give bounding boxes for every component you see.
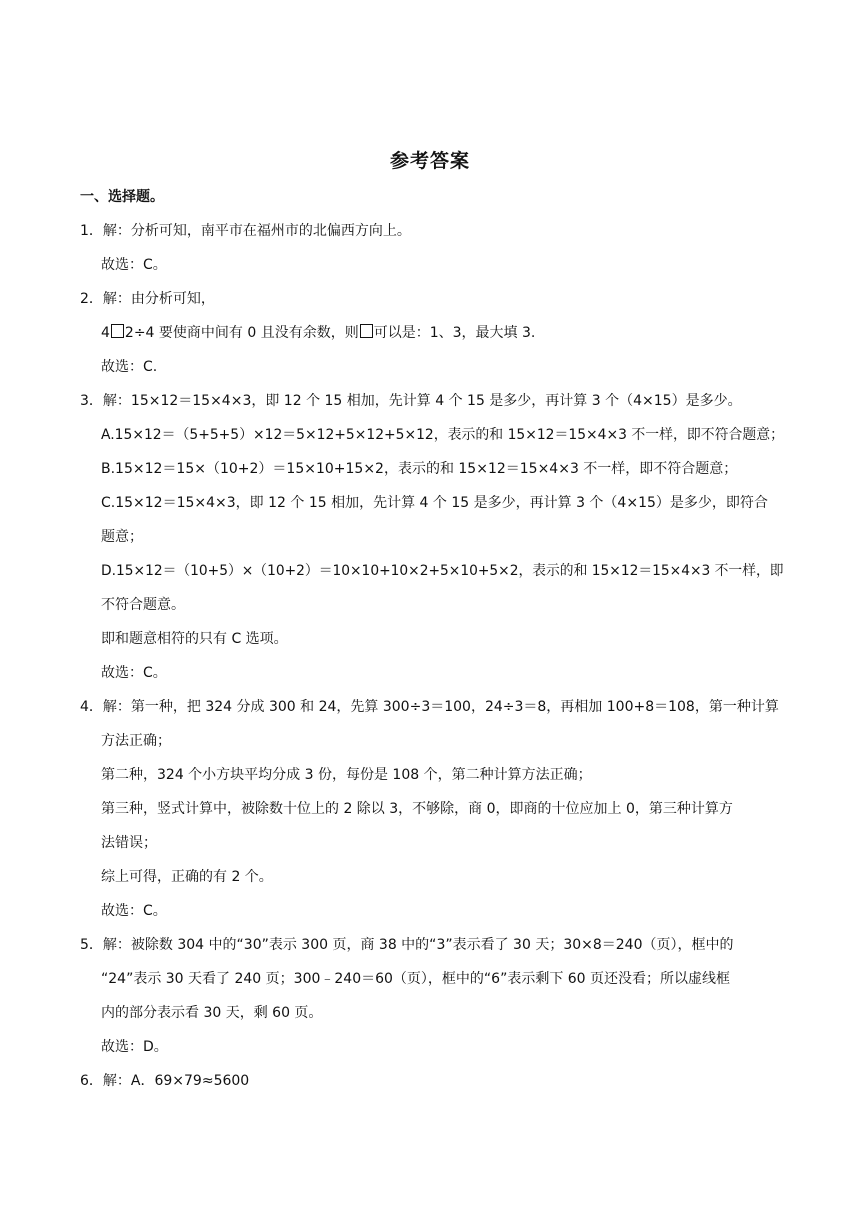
q3-answer: 故选：C。 bbox=[101, 665, 167, 681]
q4-line-5: 法错误； bbox=[101, 835, 157, 851]
q4-answer: 故选：C。 bbox=[101, 903, 167, 919]
q3-summary: 即和题意相符的只有 C 选项。 bbox=[101, 631, 288, 647]
q4-line-3: 第二种，324 个小方块平均分成 3 份，每份是 108 个，第二种计算方法正确； bbox=[101, 767, 592, 783]
q6-solution: 6．解：A．69×79≈5600 bbox=[80, 1073, 250, 1089]
q4-summary: 综上可得，正确的有 2 个。 bbox=[101, 869, 273, 885]
q4-solution: 4．解：第一种，把 324 分成 300 和 24，先算 300÷3＝100，24÷3＝8，再相加 100+8＝108，第一种计算 bbox=[80, 699, 779, 715]
blank-box-icon bbox=[111, 324, 124, 338]
q3-option-d: D.15×12＝（10+5）×（10+2）＝10×10+10×2+5×10+5×2，表示的和 15×12＝15×4×3 不一样，即 bbox=[101, 563, 784, 579]
q1-answer: 故选：C。 bbox=[101, 257, 167, 273]
q3-option-c-cont: 题意； bbox=[101, 529, 143, 545]
q5-answer: 故选：D。 bbox=[101, 1039, 168, 1055]
q2-explanation bbox=[101, 323, 535, 343]
q5-solution: 5．解：被除数 304 中的“30”表示 300 页，商 38 中的“3”表示看了 30 天；30×8＝240（页），框中的 bbox=[80, 937, 734, 953]
q3-option-c: C.15×12＝15×4×3，即 12 个 15 相加，先计算 4 个 15 是多少，再计算 3 个（4×15）是多少，即符合 bbox=[101, 495, 768, 511]
q4-line-4: 第三种，竖式计算中，被除数十位上的 2 除以 3，不够除，商 0，即商的十位应加上 0，第三种计算方 bbox=[101, 801, 733, 817]
q2-answer: 故选：C. bbox=[101, 359, 158, 375]
q5-line-3: 内的部分表示看 30 天，剩 60 页。 bbox=[101, 1005, 323, 1021]
page-title: 参考答案 bbox=[389, 150, 470, 172]
q3-option-a: A.15×12＝（5+5+5）×12＝5×12+5×12+5×12，表示的和 15×12＝15×4×3 不一样，即不符合题意； bbox=[101, 427, 785, 443]
q2-text-c: 可以是：1、3，最大填 3. bbox=[373, 325, 536, 341]
q2-text-a: 4 bbox=[101, 325, 110, 341]
q5-line-2: “24”表示 30 天看了 240 页；300﹣240＝60（页），框中的“6”表示剩下 60 页还没看；所以虚线框 bbox=[101, 971, 731, 987]
q2-solution: 2．解：由分析可知， bbox=[80, 291, 215, 307]
q1-solution: 1．解：分析可知，南平市在福州市的北偏西方向上。 bbox=[80, 223, 411, 239]
section-heading: 一、选择题。 bbox=[80, 189, 164, 205]
q2-text-b: 2÷4 要使商中间有 0 且没有余数，则 bbox=[124, 325, 359, 341]
q3-option-d-cont: 不符合题意。 bbox=[101, 597, 185, 613]
q4-line-2: 方法正确； bbox=[101, 733, 171, 749]
q3-option-b: B.15×12＝15×（10+2）＝15×10+15×2，表示的和 15×12＝15×4×3 不一样，即不符合题意； bbox=[101, 461, 738, 477]
blank-box-icon bbox=[360, 324, 373, 338]
q3-solution: 3．解：15×12＝15×4×3，即 12 个 15 相加，先计算 4 个 15 是多少，再计算 3 个（4×15）是多少。 bbox=[80, 393, 742, 409]
